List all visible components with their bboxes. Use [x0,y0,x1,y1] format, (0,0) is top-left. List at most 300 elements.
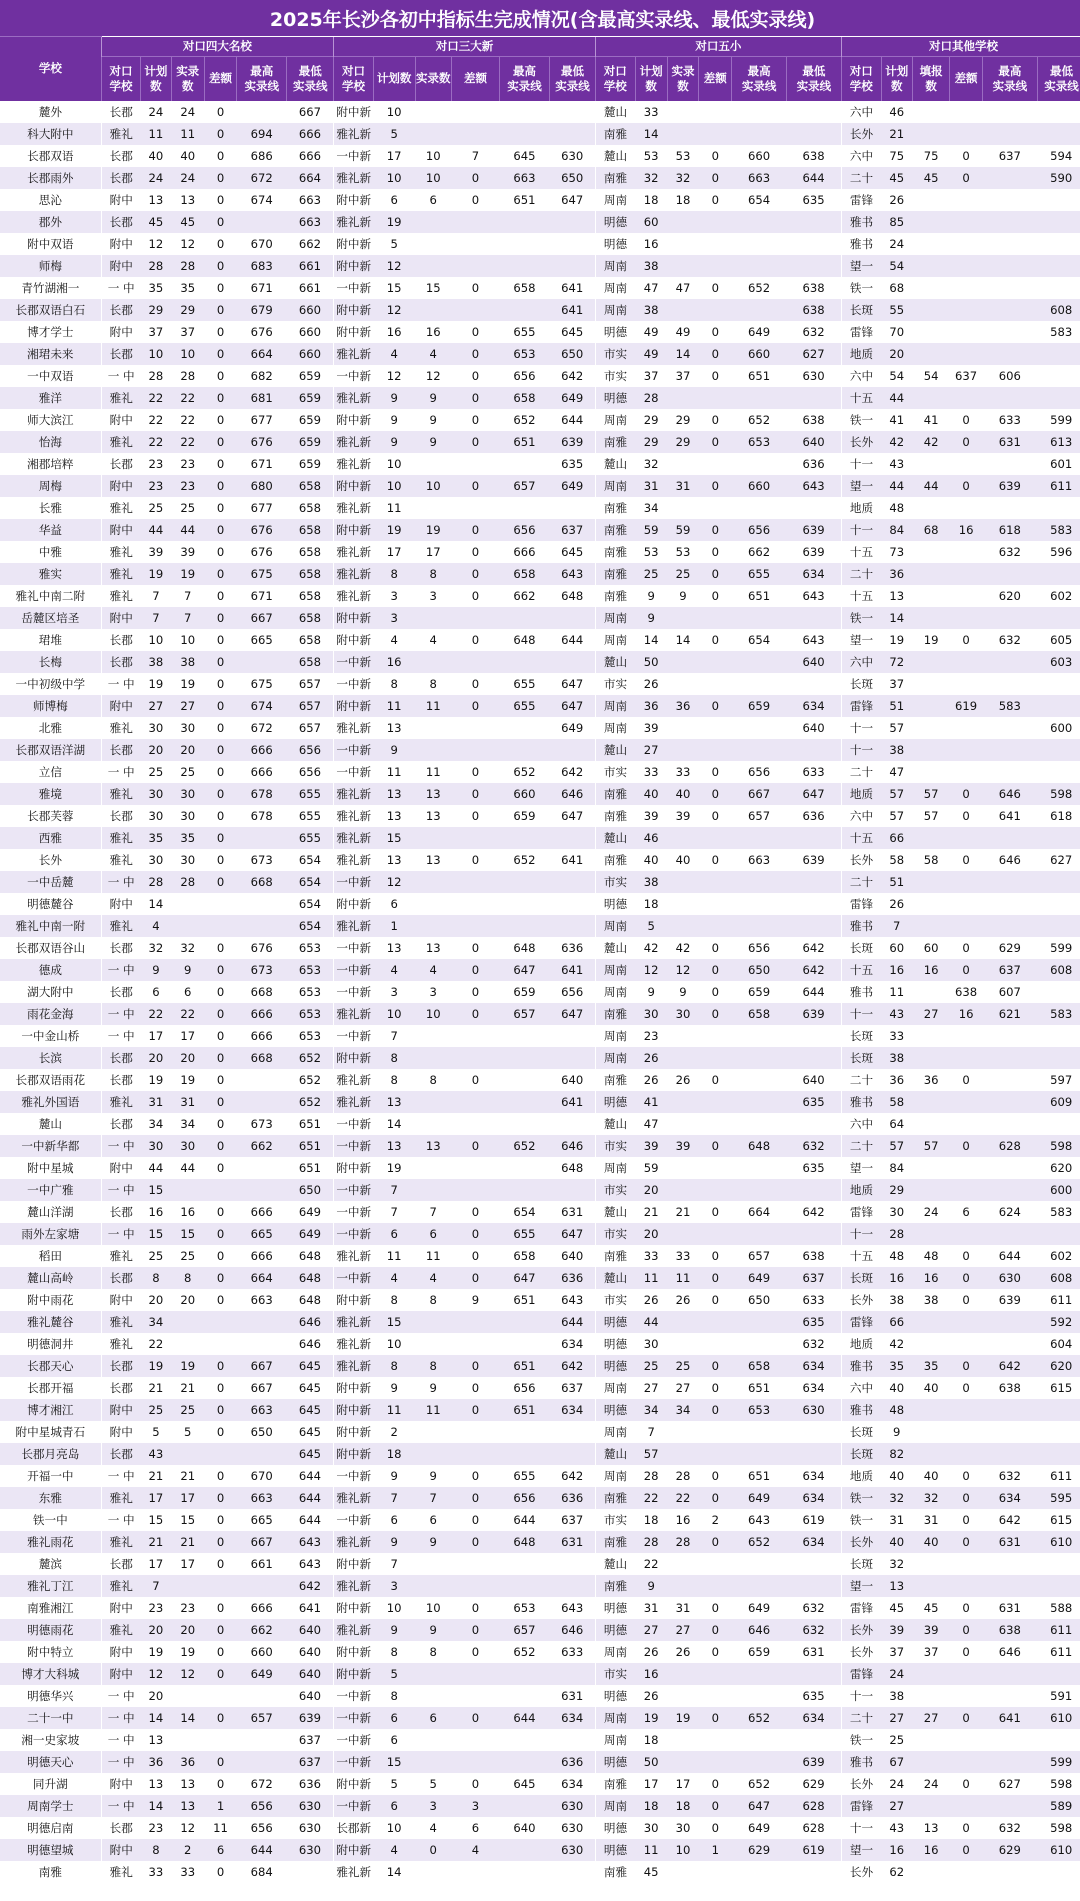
admitted-cell [912,1333,950,1355]
plan-cell: 40 [148,148,164,163]
difference-cell: 0 [699,167,732,189]
max-score-cell [732,607,786,629]
max-score-cell [732,717,786,739]
plan-cell: 82 [881,1443,912,1465]
admitted-cell: 13 [425,940,441,955]
max-score-cell [982,1685,1037,1707]
max-score-cell [499,299,549,321]
max-score-cell: 670 [250,236,273,251]
max-score-cell: 639 [998,1292,1021,1307]
matched-school-cell: 附中新 [334,233,374,255]
max-score-cell [499,1553,549,1575]
matched-school-cell: 一 中 [101,1751,141,1773]
max-score-cell: 637 [982,959,1037,981]
matched-school-cell: 长斑 [841,1421,881,1443]
difference-cell [699,1025,732,1047]
column-header-admitted: 实录 数 [667,56,698,101]
matched-school-cell: 明德 [595,1355,635,1377]
matched-school-cell: 附中新 [334,629,374,651]
min-score-cell: 663 [287,211,334,233]
difference-cell: 0 [216,192,225,207]
max-score-cell: 644 [998,1248,1021,1263]
school-name: 一中金山桥 [21,1028,80,1043]
min-score-cell: 645 [287,1355,334,1377]
difference-cell: 0 [711,544,719,559]
admitted-cell: 19 [180,676,196,691]
max-score-cell [982,673,1037,695]
min-score-cell: 657 [298,720,322,735]
max-score-cell [732,211,786,233]
difference-cell [452,1729,500,1751]
min-score-cell: 634 [561,1776,584,1791]
admitted-cell: 28 [171,255,204,277]
max-score-cell [732,1729,786,1751]
admitted-cell [415,1861,452,1883]
min-score-cell: 640 [786,431,841,453]
admitted-cell: 11 [667,1267,698,1289]
difference-cell [699,1311,732,1333]
plan-cell: 30 [141,1135,171,1157]
admitted-cell: 3 [429,984,437,999]
admitted-cell [667,1047,698,1069]
difference-cell [452,651,500,673]
matched-school-cell: 雅礼新 [334,343,374,365]
plan-cell: 48 [889,500,905,515]
min-score-cell: 664 [287,167,334,189]
max-score-cell: 663 [237,1487,287,1509]
admitted-cell [415,233,452,255]
difference-cell [699,1113,732,1135]
min-score-cell: 630 [287,1839,334,1861]
matched-school-cell: 南雅 [595,123,635,145]
max-score-cell: 660 [748,148,771,163]
plan-cell: 16 [881,959,912,981]
plan-cell: 7 [390,1556,398,1571]
plan-cell: 35 [141,827,171,849]
plan-cell: 15 [141,1179,171,1201]
min-score-cell: 666 [287,123,334,145]
difference-cell: 0 [711,192,719,207]
school-name: 附中雨花 [27,1292,74,1307]
max-score-cell [499,1311,549,1333]
difference-cell: 0 [452,1267,500,1289]
difference-cell [452,893,500,915]
admitted-cell [667,1443,698,1465]
difference-cell [699,1729,732,1751]
max-score-cell [237,1443,287,1465]
min-score-cell: 666 [298,148,322,163]
table-row [0,849,1080,871]
school-name: 雅礼中南一附 [0,915,101,937]
max-score-cell: 658 [513,1248,536,1263]
min-score-cell: 643 [550,563,596,585]
max-score-cell: 677 [250,500,273,515]
matched-school-cell: 一中新 [334,277,374,299]
admitted-cell: 16 [180,1204,196,1219]
matched-school-cell: 长郡 [101,805,141,827]
min-score-cell: 653 [287,959,334,981]
max-score-cell [499,893,549,915]
admitted-cell: 7 [184,588,192,603]
matched-school-cell: 雅礼 [101,1245,141,1267]
admitted-cell: 12 [425,368,441,383]
matched-school-cell: 明德 [595,1399,635,1421]
max-score-cell [237,1685,287,1707]
max-score-cell: 674 [237,695,287,717]
plan-cell: 2 [390,1424,398,1439]
min-score-cell [1038,1223,1080,1245]
difference-cell: 0 [204,211,236,233]
max-score-cell [237,1333,287,1355]
difference-cell [204,915,236,937]
admitted-cell [912,387,950,409]
matched-school-cell: 附中新 [334,1443,374,1465]
admitted-cell: 6 [429,192,437,207]
min-score-cell: 631 [561,1204,584,1219]
admitted-cell [912,1729,950,1751]
admitted-cell [415,1685,452,1707]
difference-cell: 0 [216,412,225,427]
admitted-cell [912,343,950,365]
min-score-cell: 630 [287,1795,334,1817]
difference-cell: 11 [213,1820,228,1835]
max-score-cell: 678 [250,808,273,823]
matched-school-cell: 长斑 [841,1553,881,1575]
min-score-cell [1038,739,1080,761]
admitted-cell: 9 [429,412,437,427]
max-score-cell [499,233,549,255]
admitted-cell: 11 [171,123,204,145]
school-name: 雨花金海 [0,1003,101,1025]
difference-cell [950,387,982,409]
matched-school-cell: 铁一 [841,607,881,629]
plan-cell: 20 [148,1688,164,1703]
plan-cell: 23 [643,1028,659,1043]
matched-school-cell: 雅礼新 [334,915,374,937]
min-score-cell: 605 [1050,632,1073,647]
difference-cell: 0 [711,368,719,383]
matched-school-cell: 明德 [595,1839,635,1861]
admitted-cell: 19 [667,1707,698,1729]
max-score-cell: 607 [998,984,1021,999]
matched-school-cell: 麓山 [595,1201,635,1223]
min-score-cell: 659 [287,431,334,453]
min-score-cell: 637 [287,1751,334,1773]
plan-cell: 8 [390,676,398,691]
admitted-cell: 40 [923,1468,939,1483]
max-score-cell: 668 [250,984,273,999]
matched-school-cell: 长外 [841,1289,881,1311]
plan-cell: 19 [148,676,164,691]
admitted-cell: 6 [429,1512,437,1527]
difference-cell: 0 [471,676,480,691]
plan-cell: 57 [635,1443,667,1465]
min-score-cell: 655 [298,808,322,823]
difference-cell: 0 [204,299,236,321]
plan-cell: 24 [141,167,171,189]
plan-cell: 8 [390,1072,398,1087]
difference-cell: 6 [471,1820,480,1835]
max-score-cell: 644 [237,1839,287,1861]
difference-cell: 0 [204,1399,236,1421]
min-score-cell: 658 [287,519,334,541]
difference-cell [950,673,982,695]
difference-cell: 0 [699,783,732,805]
admitted-cell [667,1223,698,1245]
min-score-cell: 644 [561,412,584,427]
difference-cell: 2 [711,1512,719,1527]
plan-cell: 32 [889,1556,905,1571]
difference-cell [452,453,500,475]
plan-cell: 10 [373,167,415,189]
max-score-cell: 667 [237,607,287,629]
admitted-cell: 33 [180,1864,196,1879]
plan-cell: 15 [373,827,415,849]
max-score-cell: 664 [748,1204,771,1219]
max-score-cell: 628 [982,1135,1037,1157]
min-score-cell: 657 [287,695,334,717]
max-score-cell [982,255,1037,277]
matched-school-cell: 一中新 [334,1113,374,1135]
admitted-cell: 7 [171,607,204,629]
plan-cell: 47 [643,1116,659,1131]
difference-cell: 0 [452,1399,500,1421]
matched-school-cell: 雅礼新 [334,211,374,233]
plan-cell: 6 [152,984,160,999]
difference-cell: 0 [699,1487,732,1509]
group-header-row [0,37,1080,57]
min-score-cell: 601 [1050,456,1073,471]
plan-cell: 38 [889,1292,905,1307]
plan-cell: 47 [889,764,905,779]
school-name: 明德洞井 [27,1336,74,1351]
matched-school-cell: 明德 [595,893,635,915]
difference-cell: 0 [962,1292,970,1307]
min-score-cell: 658 [287,563,334,585]
min-score-cell [1038,189,1080,211]
difference-cell: 0 [699,1135,732,1157]
table-row [0,1289,1080,1311]
matched-school-cell: 麓山 [595,937,635,959]
matched-school-cell: 附中新 [334,893,374,915]
matched-school-cell: 一中新 [334,761,374,783]
matched-school-cell: 南雅 [595,431,635,453]
plan-cell: 12 [635,959,667,981]
matched-school-cell: 周南 [595,607,635,629]
difference-cell: 0 [471,808,480,823]
admitted-cell: 35 [912,1355,950,1377]
table-row [0,1003,1080,1025]
max-score-cell: 652 [732,1531,786,1553]
admitted-cell: 13 [425,808,441,823]
admitted-cell: 31 [171,1091,204,1113]
admitted-cell: 4 [429,632,437,647]
min-score-cell: 611 [1038,475,1080,497]
matched-school-cell: 明德 [595,1685,635,1707]
difference-cell [950,1157,982,1179]
min-score-cell: 646 [550,783,596,805]
school-name: 长郡芙蓉 [27,808,74,823]
matched-school-cell: 雅礼 [101,431,141,453]
max-score-cell [237,101,287,123]
min-score-cell [550,497,596,519]
admitted-cell: 10 [180,632,196,647]
max-score-cell: 621 [982,1003,1037,1025]
max-score-cell: 652 [499,1135,549,1157]
min-score-cell: 631 [802,1644,825,1659]
min-score-cell: 651 [287,1135,334,1157]
min-score-cell: 643 [786,475,841,497]
admitted-cell [912,673,950,695]
matched-school-cell: 一中新 [334,739,374,761]
difference-cell: 0 [471,764,480,779]
min-score-cell [550,1443,596,1465]
school-name: 博才湘江 [0,1399,101,1421]
min-score-cell: 636 [802,456,825,471]
min-score-cell: 630 [298,1820,322,1835]
plan-cell: 21 [148,1380,164,1395]
difference-cell [950,321,982,343]
difference-cell [452,1575,500,1597]
difference-cell: 0 [699,1531,732,1553]
max-score-cell: 676 [250,544,273,559]
difference-cell: 0 [204,167,236,189]
min-score-cell: 608 [1038,299,1080,321]
plan-cell: 23 [148,1820,164,1835]
table-row [0,1597,1080,1619]
plan-cell: 11 [386,764,402,779]
difference-cell [950,1311,982,1333]
min-score-cell: 639 [802,852,825,867]
school-name: 雅礼中南二附 [15,588,86,603]
matched-school-cell: 南雅 [595,1487,635,1509]
min-score-cell: 643 [298,1556,322,1571]
min-score-cell: 667 [298,104,322,119]
max-score-cell: 637 [998,148,1021,163]
difference-cell: 0 [216,632,225,647]
min-score-cell: 603 [1038,651,1080,673]
min-score-cell: 653 [298,984,322,999]
max-score-cell: 660 [732,343,786,365]
max-score-cell [982,387,1037,409]
school-name: 岳麓区培圣 [0,607,101,629]
plan-cell: 53 [643,148,659,163]
school-name: 一中双语 [27,368,74,383]
admitted-cell [415,1421,452,1443]
matched-school-cell: 地质 [841,343,881,365]
max-score-cell: 656 [732,519,786,541]
min-score-cell: 644 [802,984,825,999]
difference-cell: 0 [471,1776,480,1791]
min-score-cell [550,233,596,255]
table-row [0,673,1080,695]
difference-cell: 0 [204,255,236,277]
admitted-cell: 12 [180,236,196,251]
min-score-cell: 611 [1038,1619,1080,1641]
matched-school-cell: 附中 [101,321,141,343]
matched-school-cell: 一 中 [101,871,141,893]
matched-school-cell: 麓山 [595,651,635,673]
matched-school-cell: 雅礼新 [334,1091,374,1113]
min-score-cell [786,1421,841,1443]
min-score-cell [1038,343,1080,365]
min-score-cell [287,1861,334,1883]
min-score-cell: 634 [802,1468,825,1483]
table-row [0,1135,1080,1157]
admitted-cell: 19 [923,632,939,647]
matched-school-cell: 附中 [101,519,141,541]
max-score-cell [499,1861,549,1883]
plan-cell: 14 [148,896,164,911]
plan-cell: 9 [390,1468,398,1483]
school-name: 同升湖 [32,1776,68,1791]
plan-cell: 7 [152,588,160,603]
difference-cell [452,1047,500,1069]
matched-school-cell: 附中 [101,1641,141,1663]
matched-school-cell: 十一 [841,1003,881,1025]
min-score-cell: 645 [561,324,584,339]
school-name: 长梅 [0,651,101,673]
min-score-cell [786,1047,841,1069]
difference-cell: 0 [950,783,982,805]
plan-cell: 13 [386,940,402,955]
matched-school-cell: 雷锋 [841,1201,881,1223]
matched-school-cell: 一 中 [101,1707,141,1729]
plan-cell: 5 [373,1663,415,1685]
matched-school-cell: 雅书 [841,1751,881,1773]
max-score-cell: 658 [499,563,549,585]
max-score-cell [982,1729,1037,1751]
plan-cell: 28 [141,871,171,893]
min-score-cell: 658 [298,632,322,647]
school-name: 湘珺未来 [0,343,101,365]
plan-cell: 50 [635,1751,667,1773]
admitted-cell: 31 [675,1600,691,1615]
max-score-cell [732,299,786,321]
min-score-cell: 615 [1050,1380,1073,1395]
admitted-cell [667,717,698,739]
difference-cell [452,1157,500,1179]
max-score-cell: 649 [732,1487,786,1509]
table-row [0,563,1080,585]
plan-cell: 22 [643,1556,659,1571]
plan-cell: 40 [881,1531,912,1553]
admitted-cell: 4 [415,1267,452,1289]
matched-school-cell: 周南 [595,959,635,981]
min-score-cell: 648 [561,588,584,603]
max-score-cell: 632 [998,1820,1021,1835]
plan-cell: 29 [141,299,171,321]
school-name: 周梅 [0,475,101,497]
table-row [0,607,1080,629]
difference-cell [950,1729,982,1751]
plan-cell: 17 [386,148,402,163]
admitted-cell [667,101,698,123]
admitted-cell [912,321,950,343]
max-score-cell: 656 [748,764,771,779]
min-score-cell: 648 [561,1160,584,1175]
difference-cell [950,1751,982,1773]
table-row [0,387,1080,409]
difference-cell [699,1575,732,1597]
admitted-cell: 26 [675,1072,691,1087]
max-score-cell: 648 [499,1531,549,1553]
plan-cell: 32 [643,456,659,471]
max-score-cell: 647 [732,1795,786,1817]
matched-school-cell: 一 中 [101,1465,141,1487]
min-score-cell [786,1113,841,1135]
plan-cell: 4 [373,343,415,365]
